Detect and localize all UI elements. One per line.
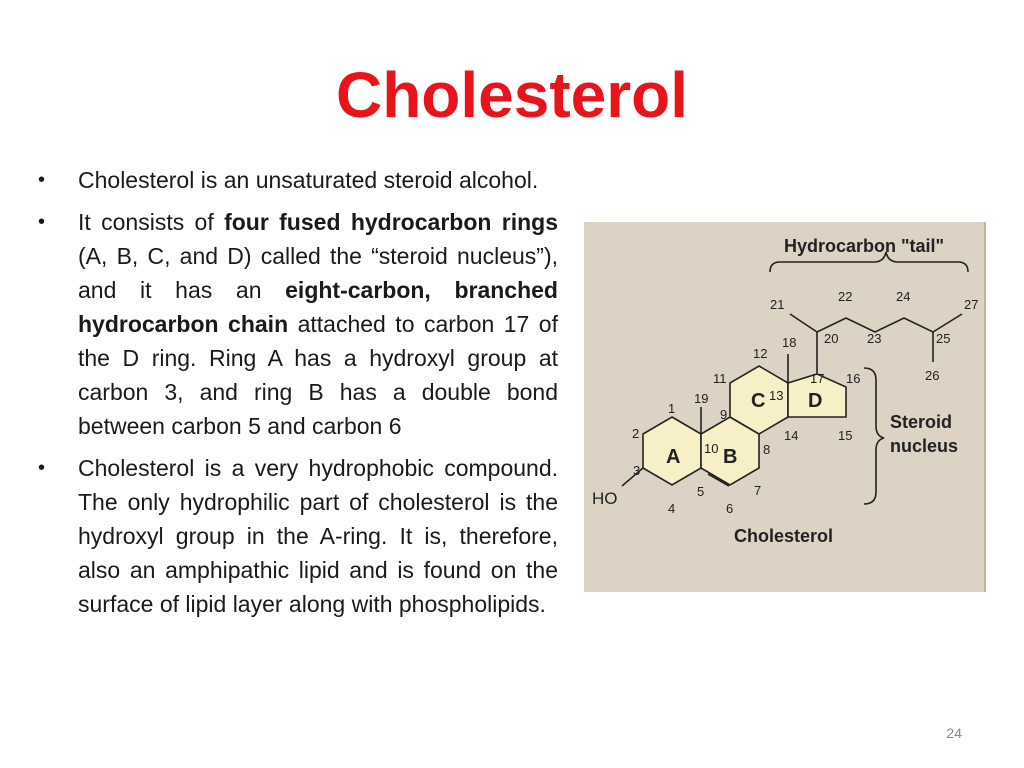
carbon-number: 9 xyxy=(720,407,728,422)
text-segment-bold: four fused hydrocarbon rings xyxy=(224,209,558,235)
text-segment: Cholesterol is an unsaturated steroid alcohol. xyxy=(78,167,539,193)
carbon-number: 20 xyxy=(824,331,839,346)
ring-a-label: A xyxy=(666,446,681,468)
carbon-number: 4 xyxy=(668,501,676,516)
carbon-number: 25 xyxy=(936,331,951,346)
nucleus-label-line1: Steroid xyxy=(890,412,953,432)
cholesterol-structure-diagram xyxy=(584,222,986,592)
bullet-list xyxy=(38,163,558,629)
bullet-item xyxy=(38,163,558,197)
carbon-number: 21 xyxy=(770,297,785,312)
text-segment: (A, B, C, and D) called the “steroid nucleus”), and it has an xyxy=(78,243,558,303)
bullet-text xyxy=(78,167,538,193)
figure-caption: Cholesterol xyxy=(734,526,834,546)
bullet-item xyxy=(38,451,558,621)
carbon-number: 11 xyxy=(713,371,727,386)
carbon-number: 7 xyxy=(754,483,762,498)
carbon-number: 23 xyxy=(867,331,882,346)
carbon-number: 13 xyxy=(769,388,784,403)
carbon-number: 12 xyxy=(753,346,768,361)
carbon-number: 22 xyxy=(838,289,853,304)
carbon-number: 8 xyxy=(763,442,771,457)
ring-b-label: B xyxy=(723,446,738,468)
bullet-item xyxy=(38,205,558,443)
carbon-number: 3 xyxy=(633,463,641,478)
text-segment-bold: eight-carbon, branched hydrocarbon chain xyxy=(78,277,558,337)
carbon-number: 5 xyxy=(697,484,705,499)
c21-bond xyxy=(790,314,817,332)
tail-label: Hydrocarbon "tail" xyxy=(784,236,945,256)
carbon-number: 27 xyxy=(964,297,979,312)
carbon-number: 14 xyxy=(784,428,799,443)
ring-c-label: C xyxy=(751,390,766,412)
text-segment: Cholesterol is a very hydrophobic compound. The only hydrophilic part of cholesterol is the hydroxyl group in the A-ring. It is, therefore, also an amphipathic lipid and is found on the surface of lipid layer along with phospholipids. xyxy=(78,455,558,617)
carbon-number: 2 xyxy=(632,426,640,441)
bullet-text xyxy=(78,209,558,439)
carbon-number: 1 xyxy=(668,401,676,416)
text-segment: It consists of xyxy=(78,209,225,235)
bullet-dot: • xyxy=(38,169,46,191)
hydroxyl-label: HO xyxy=(592,489,618,508)
carbon-number: 10 xyxy=(704,441,719,456)
carbon-number: 26 xyxy=(925,368,940,383)
cholesterol-structure-figure xyxy=(584,222,986,592)
ring-d-label: D xyxy=(808,390,823,412)
text-segment: attached to carbon 17 of the D ring. Ring A has a hydroxyl group at carbon 3, and ring B has a double bond between carbon 5 and carbon 6 xyxy=(78,311,558,439)
nucleus-label-line2: nucleus xyxy=(890,436,959,456)
page-number: 24 xyxy=(946,725,962,741)
nucleus-bracket xyxy=(864,368,884,504)
bullet-text xyxy=(78,455,558,617)
carbon-number: 19 xyxy=(694,391,709,406)
slide-title: Cholesterol xyxy=(335,59,689,131)
carbon-number: 17 xyxy=(810,371,825,386)
carbon-number: 16 xyxy=(846,371,861,386)
bullet-dot: • xyxy=(38,457,46,479)
carbon-number: 18 xyxy=(782,335,797,350)
bullet-dot: • xyxy=(38,211,46,233)
carbon-number: 6 xyxy=(726,501,734,516)
carbon-number: 24 xyxy=(896,289,911,304)
carbon-number: 15 xyxy=(838,428,853,443)
